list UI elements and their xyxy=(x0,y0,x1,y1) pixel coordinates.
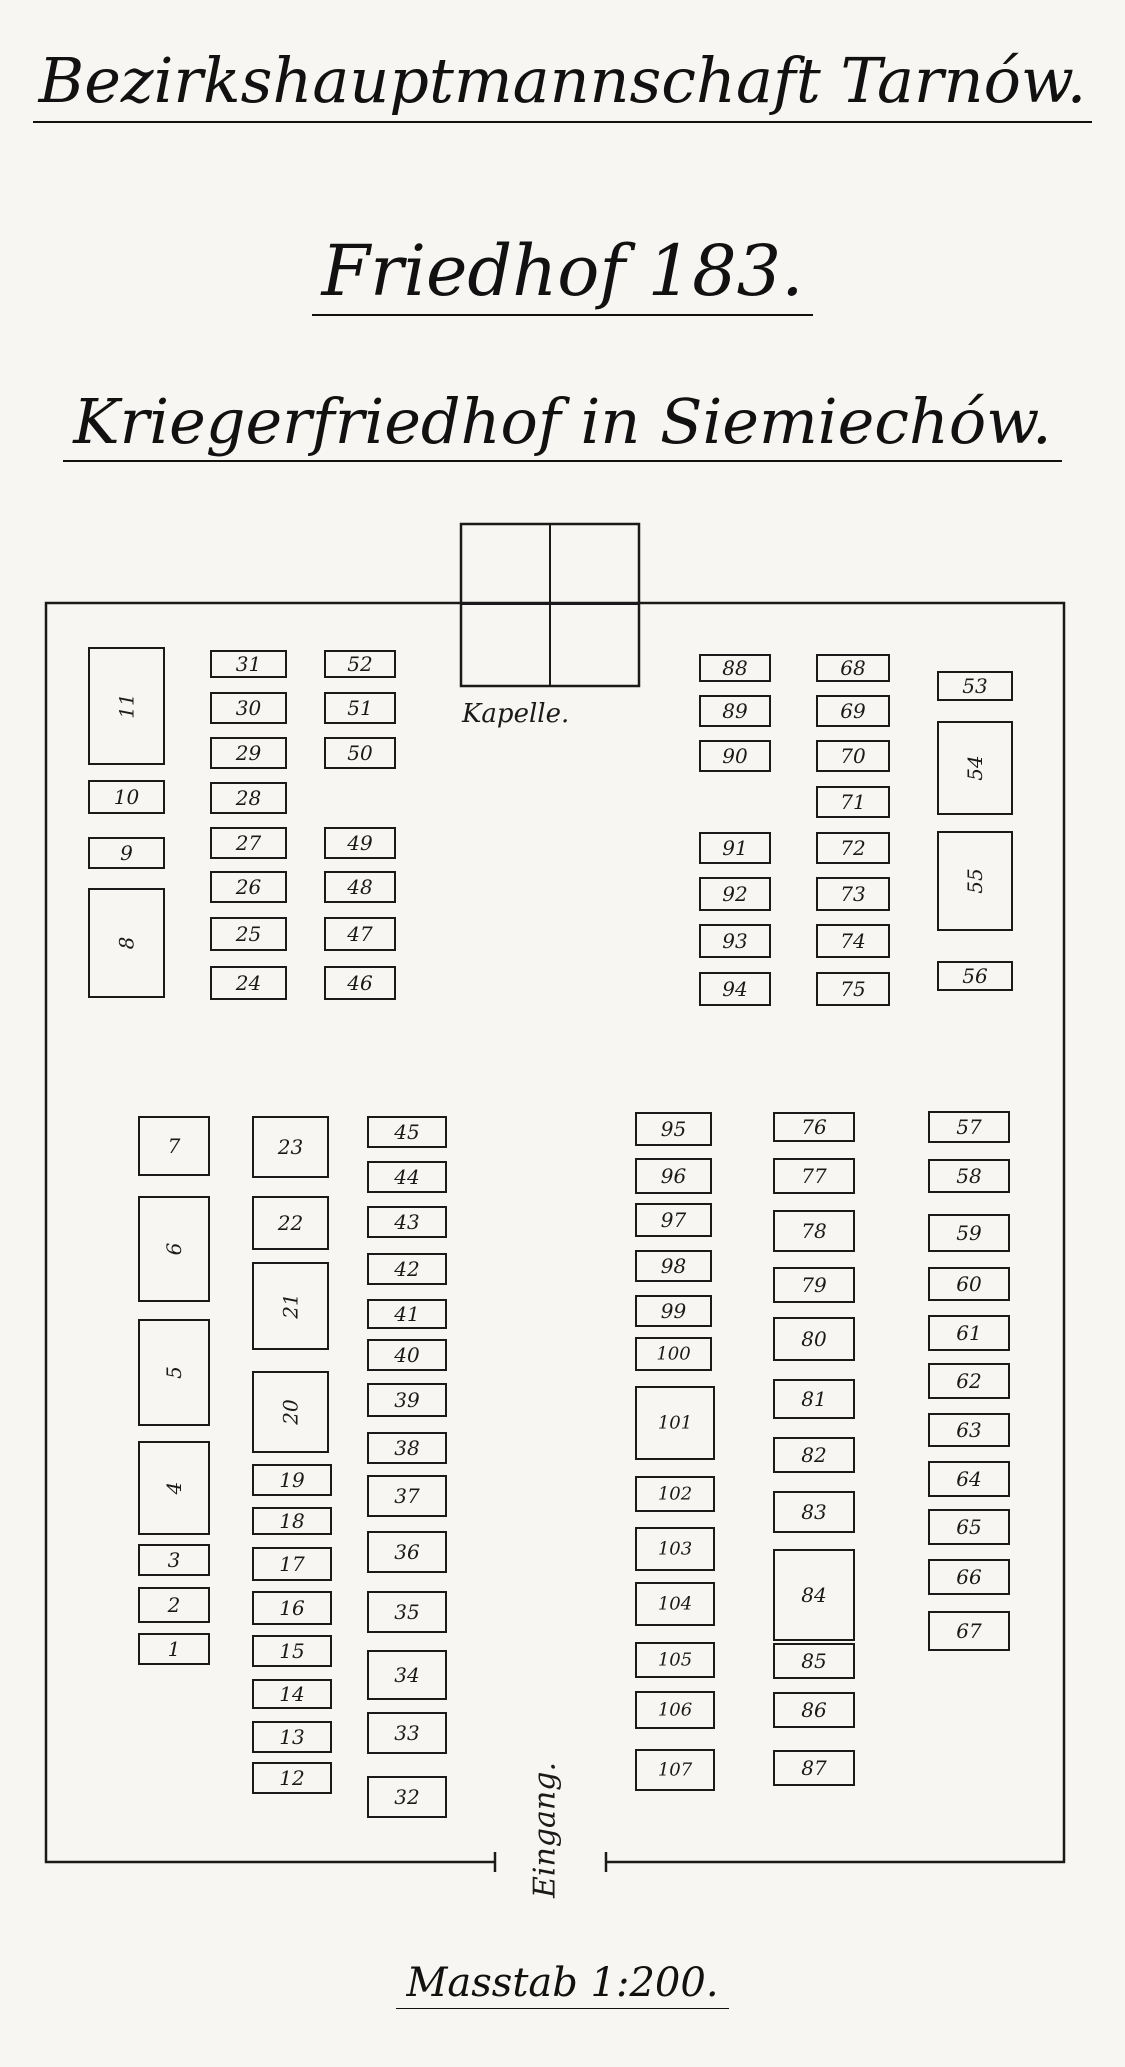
grave-plot-number: 28 xyxy=(235,786,262,810)
grave-plot-53 xyxy=(938,672,1012,700)
grave-plot-number: 5 xyxy=(162,1366,186,1379)
grave-plot-29 xyxy=(211,738,286,768)
chapel-label: Kapelle. xyxy=(462,699,570,729)
grave-plot-27 xyxy=(211,828,286,858)
grave-plot-11 xyxy=(89,648,164,764)
grave-plot-68 xyxy=(817,655,889,681)
grave-plot-106 xyxy=(636,1692,714,1728)
grave-plot-number: 97 xyxy=(660,1208,687,1232)
grave-plot-102 xyxy=(636,1477,714,1511)
grave-plot-100 xyxy=(636,1338,711,1370)
grave-plot-number: 72 xyxy=(840,836,866,860)
grave-plot-55 xyxy=(938,832,1012,930)
grave-plot-number: 79 xyxy=(801,1273,827,1297)
grave-plot-92 xyxy=(700,878,770,910)
grave-plot-91 xyxy=(700,833,770,863)
grave-plot-number: 33 xyxy=(394,1721,420,1745)
grave-plot-99 xyxy=(636,1296,711,1326)
grave-plot-1 xyxy=(139,1634,209,1664)
grave-plot-number: 12 xyxy=(279,1766,305,1790)
grave-plot-number: 93 xyxy=(722,929,748,953)
grave-plot-number: 89 xyxy=(722,699,748,723)
grave-plot-number: 104 xyxy=(657,1593,693,1615)
grave-plot-19 xyxy=(253,1465,331,1495)
grave-plot-26 xyxy=(211,872,286,902)
grave-plot-61 xyxy=(929,1316,1009,1350)
grave-plot-97 xyxy=(636,1204,711,1236)
grave-plot-number: 9 xyxy=(120,841,133,865)
cemetery-wall xyxy=(46,603,1064,1862)
grave-plot-number: 35 xyxy=(394,1600,420,1624)
grave-plot-2 xyxy=(139,1588,209,1622)
grave-plot-43 xyxy=(368,1207,446,1237)
grave-plot-number: 29 xyxy=(235,741,262,765)
grave-plot-number: 40 xyxy=(394,1343,420,1367)
grave-plot-number: 36 xyxy=(394,1540,420,1564)
grave-plot-number: 15 xyxy=(279,1639,305,1663)
grave-plot-number: 53 xyxy=(962,674,988,698)
grave-plot-46 xyxy=(325,967,395,999)
grave-plot-number: 13 xyxy=(279,1725,305,1749)
entrance-label: Eingang. xyxy=(527,1762,563,1898)
grave-plot-number: 1 xyxy=(167,1637,181,1661)
grave-plot-8 xyxy=(89,889,164,997)
grave-plot-40 xyxy=(368,1340,446,1370)
grave-plot-67 xyxy=(929,1612,1009,1650)
grave-plot-number: 85 xyxy=(801,1649,827,1673)
grave-plot-number: 24 xyxy=(235,971,262,995)
grave-plot-number: 26 xyxy=(235,875,262,899)
grave-plot-104 xyxy=(636,1583,714,1625)
grave-plot-number: 66 xyxy=(956,1565,982,1589)
grave-plot-number: 84 xyxy=(801,1583,827,1607)
grave-plot-18 xyxy=(253,1508,331,1534)
grave-plot-number: 19 xyxy=(279,1468,305,1492)
grave-plot-98 xyxy=(636,1251,711,1281)
grave-plot-number: 107 xyxy=(657,1759,693,1781)
cemetery-number-title: Friedhof 183. xyxy=(0,230,1125,316)
grave-plot-31 xyxy=(211,651,286,677)
grave-plot-number: 32 xyxy=(394,1785,420,1809)
grave-plot-25 xyxy=(211,918,286,950)
grave-plot-number: 56 xyxy=(962,964,988,988)
grave-plot-10 xyxy=(89,781,164,813)
grave-plot-84 xyxy=(774,1550,854,1640)
grave-plot-number: 14 xyxy=(279,1682,305,1706)
grave-plot-number: 39 xyxy=(394,1388,420,1412)
grave-plot-28 xyxy=(211,783,286,813)
grave-plot-88 xyxy=(700,655,770,681)
scale-label: Masstab 1:200. xyxy=(0,1960,1125,2009)
grave-plot-74 xyxy=(817,925,889,957)
grave-plot-73 xyxy=(817,878,889,910)
grave-plot-62 xyxy=(929,1364,1009,1398)
grave-plot-number: 80 xyxy=(801,1327,827,1351)
grave-plot-number: 78 xyxy=(801,1219,827,1243)
grave-plot-48 xyxy=(325,872,395,902)
grave-plot-51 xyxy=(325,693,395,723)
grave-plot-76 xyxy=(774,1113,854,1141)
grave-plot-number: 98 xyxy=(660,1254,687,1278)
grave-plot-23 xyxy=(253,1117,328,1177)
grave-plot-77 xyxy=(774,1159,854,1193)
grave-plot-42 xyxy=(368,1254,446,1284)
grave-plot-number: 100 xyxy=(656,1343,691,1365)
grave-plot-89 xyxy=(700,696,770,726)
grave-plot-69 xyxy=(817,696,889,726)
grave-plot-number: 81 xyxy=(801,1387,827,1411)
grave-plot-17 xyxy=(253,1548,331,1580)
grave-plot-12 xyxy=(253,1763,331,1793)
grave-plot-number: 105 xyxy=(657,1649,693,1671)
grave-plot-number: 50 xyxy=(347,741,373,765)
grave-plot-52 xyxy=(325,651,395,677)
grave-plot-number: 62 xyxy=(956,1369,982,1393)
grave-plot-75 xyxy=(817,973,889,1005)
grave-plot-49 xyxy=(325,828,395,858)
grave-plot-107 xyxy=(636,1750,714,1790)
grave-plot-81 xyxy=(774,1380,854,1418)
grave-plot-number: 74 xyxy=(840,929,866,953)
grave-plot-3 xyxy=(139,1545,209,1575)
grave-plot-number: 90 xyxy=(722,744,748,768)
grave-plot-41 xyxy=(368,1300,446,1328)
grave-plot-82 xyxy=(774,1438,854,1472)
grave-plot-45 xyxy=(368,1117,446,1147)
grave-plot-number: 4 xyxy=(162,1481,186,1495)
grave-plot-4 xyxy=(139,1442,209,1534)
grave-plot-86 xyxy=(774,1693,854,1727)
grave-plot-number: 52 xyxy=(347,652,373,676)
grave-plot-number: 102 xyxy=(657,1483,693,1505)
grave-plot-number: 30 xyxy=(235,696,262,720)
grave-plot-83 xyxy=(774,1492,854,1532)
grave-plot-number: 11 xyxy=(114,693,139,719)
grave-plot-number: 20 xyxy=(278,1399,303,1425)
grave-plot-number: 101 xyxy=(657,1412,693,1434)
grave-plot-number: 48 xyxy=(347,875,373,899)
grave-plot-number: 6 xyxy=(162,1242,186,1256)
grave-plot-number: 21 xyxy=(278,1293,303,1319)
grave-plot-number: 63 xyxy=(956,1418,982,1442)
grave-plot-93 xyxy=(700,925,770,957)
grave-plot-103 xyxy=(636,1528,714,1570)
grave-plot-number: 37 xyxy=(394,1484,420,1508)
grave-plot-95 xyxy=(636,1113,711,1145)
grave-plot-7 xyxy=(139,1117,209,1175)
grave-plot-71 xyxy=(817,787,889,817)
grave-plot-21 xyxy=(253,1263,328,1349)
grave-plot-72 xyxy=(817,833,889,863)
grave-plot-20 xyxy=(253,1372,328,1452)
grave-plot-number: 31 xyxy=(235,652,262,676)
grave-plot-number: 44 xyxy=(394,1165,420,1189)
grave-plot-94 xyxy=(700,973,770,1005)
grave-plot-66 xyxy=(929,1560,1009,1594)
grave-plot-number: 38 xyxy=(394,1436,420,1460)
grave-plot-65 xyxy=(929,1510,1009,1544)
grave-plot-14 xyxy=(253,1680,331,1708)
grave-plot-number: 59 xyxy=(956,1221,982,1245)
grave-plot-number: 71 xyxy=(840,790,866,814)
grave-plot-number: 68 xyxy=(840,656,866,680)
grave-plot-58 xyxy=(929,1160,1009,1192)
grave-plot-79 xyxy=(774,1268,854,1302)
grave-plot-number: 65 xyxy=(956,1515,982,1539)
grave-plot-number: 46 xyxy=(347,971,373,995)
grave-plot-number: 22 xyxy=(277,1211,304,1235)
grave-plot-33 xyxy=(368,1713,446,1753)
grave-plot-number: 3 xyxy=(167,1548,181,1572)
grave-plot-54 xyxy=(938,722,1012,814)
cemetery-name-title: Kriegerfriedhof in Siemiechów. xyxy=(0,385,1125,462)
grave-plot-96 xyxy=(636,1159,711,1193)
grave-plot-35 xyxy=(368,1592,446,1632)
grave-plot-16 xyxy=(253,1592,331,1624)
chapel xyxy=(461,524,639,686)
grave-plot-number: 67 xyxy=(956,1619,982,1643)
grave-plot-number: 88 xyxy=(722,656,748,680)
grave-plot-number: 49 xyxy=(347,831,373,855)
grave-plot-number: 91 xyxy=(722,836,748,860)
grave-plot-59 xyxy=(929,1215,1009,1251)
grave-plot-number: 55 xyxy=(963,868,987,894)
grave-plot-60 xyxy=(929,1268,1009,1300)
grave-plot-13 xyxy=(253,1722,331,1752)
grave-plot-number: 25 xyxy=(235,922,262,946)
grave-plot-47 xyxy=(325,918,395,950)
grave-plot-32 xyxy=(368,1777,446,1817)
grave-plot-number: 64 xyxy=(956,1467,982,1491)
grave-plot-38 xyxy=(368,1433,446,1463)
grave-plot-number: 47 xyxy=(347,922,373,946)
grave-plot-44 xyxy=(368,1162,446,1192)
grave-plot-22 xyxy=(253,1197,328,1249)
grave-plot-56 xyxy=(938,962,1012,990)
grave-plot-87 xyxy=(774,1751,854,1785)
grave-plot-number: 77 xyxy=(801,1164,827,1188)
grave-plot-number: 34 xyxy=(394,1663,420,1687)
grave-plot-number: 103 xyxy=(657,1538,693,1560)
grave-plot-number: 7 xyxy=(167,1134,181,1158)
grave-plot-50 xyxy=(325,738,395,768)
grave-plot-number: 69 xyxy=(840,699,866,723)
grave-plot-number: 61 xyxy=(956,1321,982,1345)
grave-plot-number: 87 xyxy=(801,1756,827,1780)
grave-plot-9 xyxy=(89,838,164,868)
grave-plot-number: 82 xyxy=(801,1443,827,1467)
grave-plot-number: 106 xyxy=(657,1699,693,1721)
grave-plot-number: 16 xyxy=(279,1596,305,1620)
grave-plot-number: 95 xyxy=(660,1117,687,1141)
grave-plot-39 xyxy=(368,1384,446,1416)
grave-plot-5 xyxy=(139,1320,209,1425)
district-title: Bezirkshauptmannschaft Tarnów. xyxy=(0,44,1125,123)
grave-plot-number: 17 xyxy=(279,1552,305,1576)
grave-plot-number: 2 xyxy=(167,1593,181,1617)
grave-plot-number: 10 xyxy=(113,785,140,809)
grave-plot-70 xyxy=(817,741,889,771)
grave-plot-64 xyxy=(929,1462,1009,1496)
grave-plot-number: 92 xyxy=(722,882,748,906)
grave-plot-number: 23 xyxy=(277,1135,304,1159)
grave-plot-34 xyxy=(368,1651,446,1699)
grave-plot-number: 42 xyxy=(394,1257,420,1281)
grave-plot-number: 60 xyxy=(956,1272,982,1296)
grave-plot-37 xyxy=(368,1476,446,1516)
grave-plot-number: 73 xyxy=(840,882,866,906)
grave-plot-number: 76 xyxy=(801,1115,827,1139)
grave-plot-78 xyxy=(774,1211,854,1251)
grave-plot-number: 51 xyxy=(347,696,373,720)
grave-plot-number: 54 xyxy=(963,755,987,781)
grave-plot-number: 94 xyxy=(722,977,748,1001)
grave-plot-number: 70 xyxy=(840,744,866,768)
grave-plot-36 xyxy=(368,1532,446,1572)
grave-plot-number: 41 xyxy=(394,1302,420,1326)
grave-plot-number: 99 xyxy=(660,1299,687,1323)
grave-plot-105 xyxy=(636,1643,714,1677)
grave-plot-number: 86 xyxy=(801,1698,827,1722)
grave-plots xyxy=(89,648,1012,1817)
grave-plot-number: 75 xyxy=(840,977,866,1001)
grave-plot-number: 8 xyxy=(114,936,139,950)
grave-plot-80 xyxy=(774,1318,854,1360)
grave-plot-number: 83 xyxy=(801,1500,827,1524)
grave-plot-85 xyxy=(774,1644,854,1678)
grave-plot-30 xyxy=(211,693,286,723)
grave-plot-90 xyxy=(700,741,770,771)
grave-plot-63 xyxy=(929,1414,1009,1446)
grave-plot-number: 57 xyxy=(956,1115,982,1139)
grave-plot-57 xyxy=(929,1112,1009,1142)
grave-plot-number: 45 xyxy=(394,1120,420,1144)
grave-plot-number: 27 xyxy=(235,831,262,855)
grave-plot-101 xyxy=(636,1387,714,1459)
grave-plot-15 xyxy=(253,1636,331,1666)
grave-plot-number: 43 xyxy=(394,1210,420,1234)
grave-plot-number: 18 xyxy=(279,1509,305,1533)
grave-plot-24 xyxy=(211,967,286,999)
grave-plot-number: 96 xyxy=(660,1164,687,1188)
grave-plot-number: 58 xyxy=(956,1164,982,1188)
grave-plot-6 xyxy=(139,1197,209,1301)
